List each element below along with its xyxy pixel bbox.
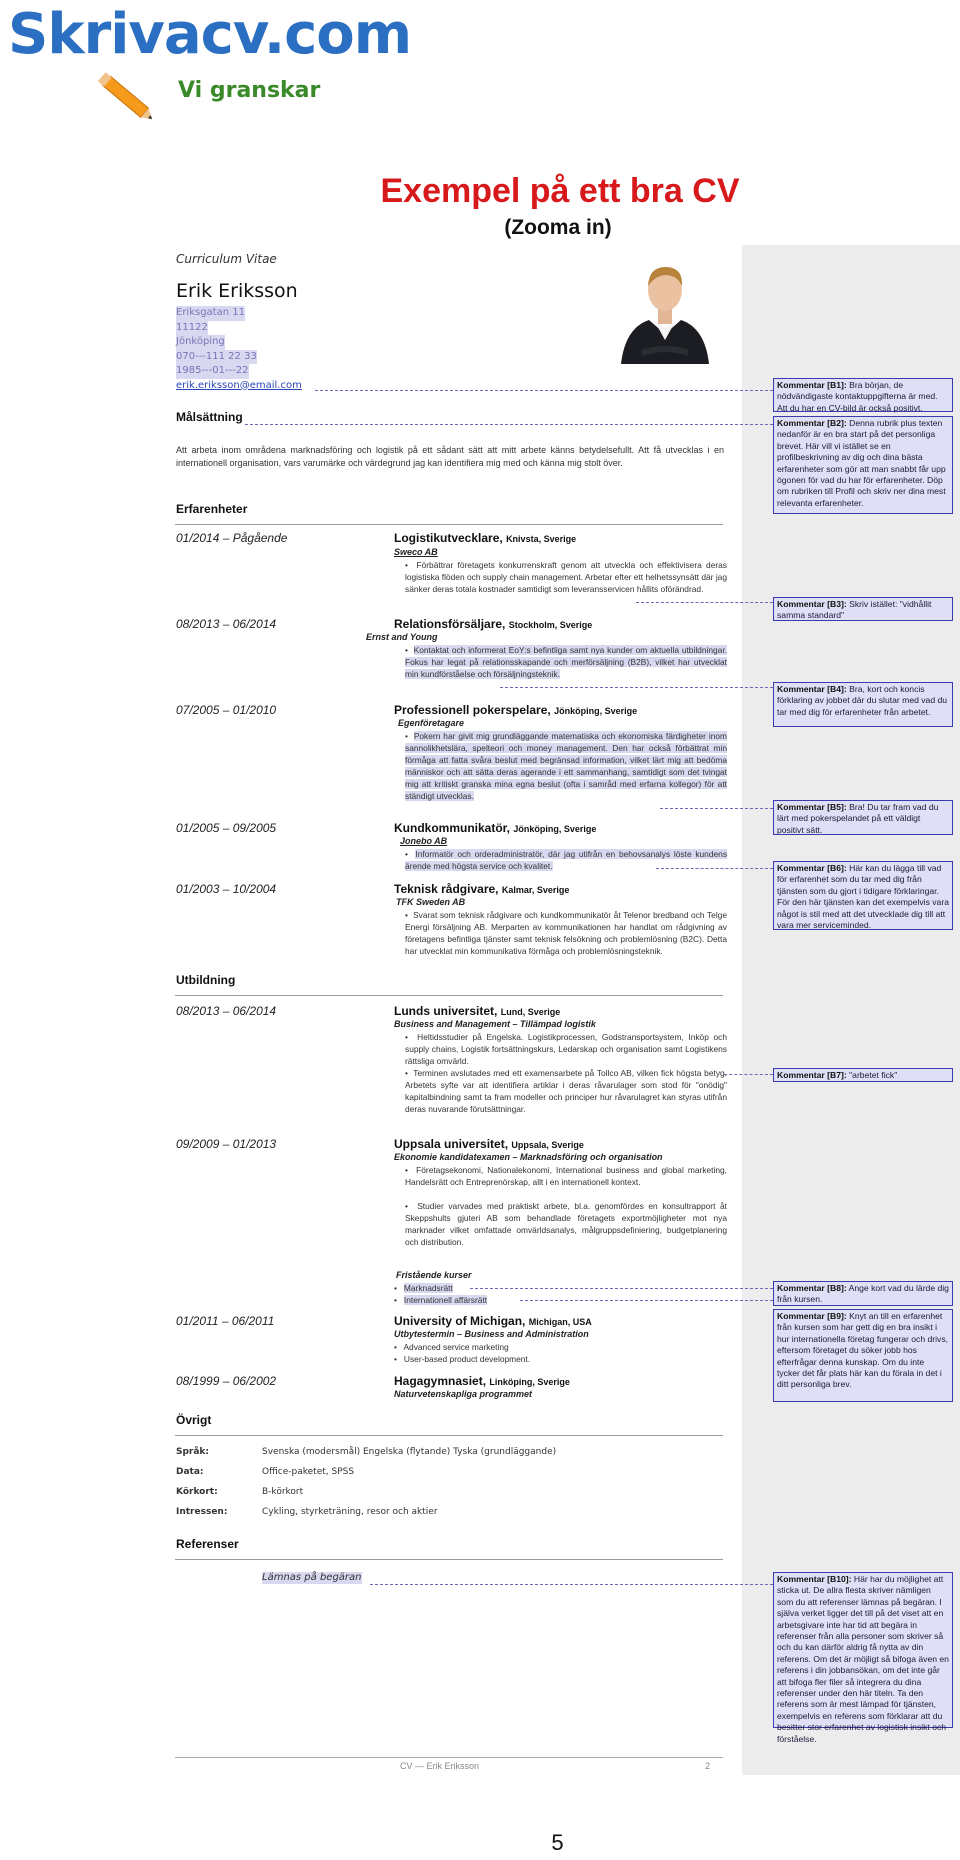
other-value: Cykling, styrketräning, resor och aktier [262, 1507, 438, 1517]
job-description: • Kontaktat och informerat EoY:s befintliga samt nya kunder om aktuella utbildningar. Fokus har legat på relationsskapande och merförsäljning (B2B), vilket har utvecklat min kundförståelse och försäljningsteknik. [405, 645, 727, 679]
logo-title: Skrivacv.com [8, 2, 412, 67]
page-subheading: (Zooma in) [504, 216, 612, 239]
pen-icon [92, 68, 162, 128]
references-text: Lämnas på begäran [262, 1572, 362, 1583]
comment-leader [370, 1584, 773, 1585]
extra-course: • Internationell affärsrätt [394, 1295, 488, 1305]
comment-leader [656, 868, 773, 869]
job-title: Professionell pokerspelare, Jönköping, Sverige [394, 703, 638, 717]
job-date: 07/2005 – 01/2010 [176, 703, 277, 717]
comment-leader [245, 424, 773, 425]
edu-school: Uppsala universitet, Uppsala, Sverige [394, 1137, 584, 1151]
footer-text: CV — Erik Eriksson [400, 1761, 480, 1771]
other-title: Övrigt [176, 1413, 212, 1427]
edu-bullet: • User-based product development. [394, 1354, 531, 1364]
other-label: Intressen: [176, 1507, 228, 1517]
job-employer: Jonebo AB [400, 836, 448, 846]
cv-label: Curriculum Vitae [176, 252, 277, 266]
job-description: • Förbättrar företagets konkurrenskraft genom att utveckla och effektivisera deras logistiska flöden och supply chain management. Arbetar efter ett helhetssynsätt där jag sänker deras totala kostnader samtidigt som leveransservicen hållits oförändrad. [405, 560, 727, 594]
profile-photo [615, 250, 715, 364]
comment-b8[interactable]: Kommentar [B8]: Ange kort vad du lärde dig från kursen. [773, 1281, 953, 1306]
contact-street: Eriksgatan 11 [176, 306, 245, 321]
contact-phone: 070---111 22 33 [176, 350, 257, 365]
job-title: Logistikutvecklare, Knivsta, Sverige [394, 531, 577, 545]
edu-program: Naturvetenskapliga programmet [394, 1389, 533, 1399]
education-title: Utbildning [176, 973, 236, 987]
comment-leader [724, 1074, 773, 1075]
job-title: Relationsförsäljare, Stockholm, Sverige [394, 617, 593, 631]
edu-date: 08/1999 – 06/2002 [176, 1374, 277, 1388]
comment-leader [520, 1300, 773, 1301]
experience-title: Erfarenheter [176, 502, 248, 516]
comment-leader [660, 808, 773, 809]
comment-leader [470, 1288, 773, 1289]
edu-school: Hagagymnasiet, Linköping, Sverige [394, 1374, 570, 1388]
job-description: • Informatör och orderadministratör, där jag utifrån en behovsanalys löste kundens ärende med högsta service och kvalitet. [405, 849, 728, 871]
comment-b2[interactable]: Kommentar [B2]: Denna rubrik plus texten nedanför är en bra start på det personliga brevet. Här vill vi istället se en profilbeskrivning av dig och dina bästa erfarenheter som gör att man snabbt får upp ögonen för vad du har för erfarenheter. Döp om rubriken till Profil och skriv ner dina mest relevanta erfarenheter. [773, 416, 953, 514]
logo-subtitle: Vi granskar [178, 78, 321, 103]
edu-program: Ekonomie kandidatexamen – Marknadsföring och organisation [394, 1152, 663, 1162]
other-label: Data: [176, 1467, 204, 1477]
comment-b9[interactable]: Kommentar [B9]: Knyt an till en erfarenhet från kursen som har gett dig en bra insikt i hur internationella företag fungerar och drivs, eftersom företaget du söker jobb hos efterfrågar denna kunskap. Om du inte tycker det får plats här kan du förala in det i ditt personliga brev. [773, 1309, 953, 1402]
job-date: 01/2003 – 10/2004 [176, 882, 277, 896]
comment-b4[interactable]: Kommentar [B4]: Bra, kort och koncis förklaring av jobbet där du slutar med vad du tar med dig för erfarenheter från arbetet. [773, 682, 953, 727]
other-label: Språk: [176, 1447, 210, 1457]
cv-name: Erik Eriksson [176, 280, 298, 302]
job-description: • Svarat som teknisk rådgivare och kundkommunikatör åt Telenor bredband och Telge Energi försäljning AB. Merparten av kommunikationen har handlat om rådgivning av företagens befintliga tjänster samt teknisk felsökning och problemlösning (B2C). Detta har utvecklat min kommunikativa förmåga och problemlösningsteknik. [405, 910, 727, 956]
other-value: B-körkort [262, 1487, 304, 1497]
footer-divider [175, 1757, 723, 1758]
extra-course: • Marknadsrätt [394, 1283, 453, 1293]
job-employer: Ernst and Young [366, 632, 438, 642]
job-date: 01/2014 – Pågående [176, 531, 288, 545]
job-employer: TFK Sweden AB [396, 897, 466, 907]
comment-leader [500, 687, 773, 688]
edu-bullet: • Heltidsstudier på Engelska. Logistikprocessen, Godstransportsystem, Inköp och supply chains, Logistik fortsättningskurs, Ledarskap och organisation samt Logistikens rättsliga omvärld. [405, 1032, 727, 1066]
edu-bullet: • Studier varvades med praktiskt arbete, bl.a. genomfördes en konsultrapport åt Skeppshults gjuteri AB som behandlade företagets exportmöjligheter mot nya marknader vilket omfattade omvärldsanalys, målgruppsdefiniering, budgetplanering och distribution. [405, 1201, 728, 1247]
edu-bullet: • Företagsekonomi, Nationalekonomi, International business and global marketing, Handelsrätt och Entreprenörskap, allt i en internationell kontext. [405, 1165, 727, 1187]
edu-program: Utbytestermin – Business and Administration [394, 1329, 589, 1339]
comment-b5[interactable]: Kommentar [B5]: Bra! Du tar fram vad du lärt med pokerspelandet på ett väldigt positivt sätt. [773, 800, 953, 835]
section-divider [175, 524, 723, 525]
objective-text: Att arbeta inom områdena marknadsföring och logistik på ett sådant sätt att mitt arbete känns betydelsefullt. Att få utvecklas i en internationell organisation, vars varumärke och värdegrund jag kan identifiera mig med och känna mig stolt över. [176, 445, 724, 468]
objective-title: Målsättning [176, 410, 243, 424]
references-title: Referenser [176, 1537, 239, 1551]
other-value: Svenska (modersmål) Engelska (flytande) Tyska (grundläggande) [262, 1447, 557, 1457]
job-description: • Pokern har givit mig grundläggande matematiska och ekonomiska färdigheter inom sannolikhetslära, spelteori och money management. Den har också förbättrat min förmåga att fatta svåra beslut med begränsad information, vilket lärt mig att bedöma människor och att sätta deras agerande i ett sammanhang, samtidigt som det tvingat mig att kritiskt granska mina egna beslut (ofta i samråd med erfarna kollegor) för att ständigt utvecklas. [405, 731, 727, 801]
comment-b6[interactable]: Kommentar [B6]: Här kan du lägga till vad för erfarenhet som du tar med dig från tjänsten som du gjort i tidigare förklaringar. För den här tjänsten kan det exempelvis vara något is stil med att det utvecklade dig till att vara mer serviceminded. [773, 861, 953, 930]
contact-zip: 11122 [176, 321, 208, 336]
job-employer: Sweco AB [394, 547, 438, 557]
edu-school: University of Michigan, Michigan, USA [394, 1314, 592, 1328]
page-heading: Exempel på ett bra CV [380, 172, 740, 210]
job-date: 08/2013 – 06/2014 [176, 617, 277, 631]
comment-b7[interactable]: Kommentar [B7]: "arbetet fick" [773, 1068, 953, 1082]
edu-bullet: • Terminen avslutades med ett examensarbete på Tollco AB, vilken fick högsta betyg. Arbetets syfte var att identifiera artiklar i deras råvarulager som stod för "onödig" kapitalbindning samt ta fram modeller och principer hur råvarulagret kan styras utifrån deras nuvarande förutsättningar. [405, 1068, 727, 1114]
extra-courses-title: Fristående kurser [396, 1270, 472, 1280]
contact-city: Jönköping [176, 335, 225, 350]
contact-birthdate: 1985---01---22 [176, 364, 249, 379]
contact-email[interactable]: erik.eriksson@email.com [176, 379, 302, 391]
comment-leader [636, 602, 773, 603]
comment-b10[interactable]: Kommentar [B10]: Här har du möjlighet att sticka ut. De allra flesta skriver nämligen som du att referenser lämnas på begäran. I själva verket ligger det till på det viset att en arbetsgivare inte har tid att begära in referenser från alla personer som skriver så och du kan därför aldrig få nytta av din referens. Om det är möjligt så bifoga även en referens i din jobbansökan, om det inte går att bifoga fler filer så integrera du dina referenser under den här titeln. Ta den referens som är mest lämpad för tjänsten, exempelvis en referens som förklarar att du besitter stor erfarenhet av logistisk insikt och förståelse. [773, 1572, 953, 1728]
comment-b1[interactable]: Kommentar [B1]: Bra början, de nödvändigaste kontaktuppgifterna är med. Att du har en CV-bild är också positivt. [773, 378, 953, 412]
edu-date: 01/2011 – 06/2011 [176, 1314, 275, 1328]
edu-date: 09/2009 – 01/2013 [176, 1137, 277, 1151]
comment-b3[interactable]: Kommentar [B3]: Skriv istället: "vidhållit samma standard" [773, 597, 953, 621]
other-label: Körkort: [176, 1487, 218, 1497]
contact-block [176, 306, 302, 393]
job-employer: Egenföretagare [398, 718, 465, 728]
job-title: Kundkommunikatör, Jönköping, Sverige [394, 821, 597, 835]
footer-page: 2 [705, 1761, 711, 1771]
edu-bullet: • Advanced service marketing [394, 1342, 509, 1352]
other-value: Office-paketet, SPSS [262, 1467, 355, 1477]
job-title: Teknisk rådgivare, Kalmar, Sverige [394, 882, 570, 896]
comment-leader [315, 390, 773, 391]
section-divider [175, 1435, 723, 1436]
section-divider [175, 1559, 723, 1560]
page-number: 5 [551, 1830, 564, 1855]
edu-date: 08/2013 – 06/2014 [176, 1004, 277, 1018]
job-date: 01/2005 – 09/2005 [176, 821, 277, 835]
section-divider [175, 995, 723, 996]
edu-program: Business and Management – Tillämpad logistik [394, 1019, 596, 1029]
edu-school: Lunds universitet, Lund, Sverige [394, 1004, 561, 1018]
